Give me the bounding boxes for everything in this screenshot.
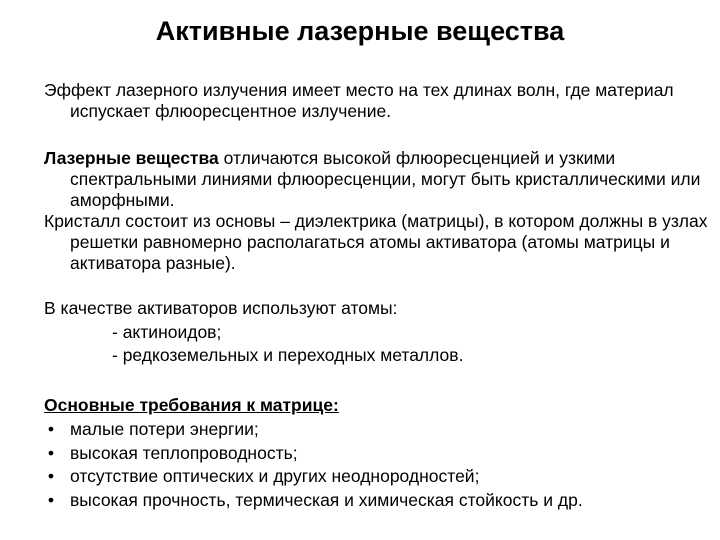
list-item <box>44 418 583 442</box>
bullet-icon: • <box>47 489 55 510</box>
paragraph-laser-effect: Эффект лазерного излучения имеет место на тех длинах волн, где материал испускает флюоресцентное излучение. <box>44 80 674 121</box>
laser-substances-term: Лазерные вещества <box>44 148 219 168</box>
list-item <box>44 489 583 513</box>
paragraph-crystal: Кристалл состоит из основы – диэлектрика (матрицы), в котором должны в узлах решетки равномерно располагаться атомы активатора (атомы матрицы и активатора разные). <box>44 211 708 273</box>
list-item-text: отсутствие оптических и других неоднородностей; <box>70 466 480 486</box>
requirements-list <box>44 418 583 512</box>
list-item-text: высокая прочность, термическая и химическая стойкость и др. <box>70 489 583 510</box>
page-title: Активные лазерные вещества <box>155 16 565 46</box>
paragraph-laser-substances <box>44 148 720 211</box>
bullet-icon: • <box>47 442 55 463</box>
activator-item-actinides: - актиноидов; <box>112 322 222 342</box>
bullet-icon: • <box>47 419 55 439</box>
requirements-heading: Основные требования к матрице: <box>44 395 339 415</box>
laser-substances-description: отличаются высокой флюоресценцией и узкими спектральными линиями флюоресценции, могут быть кристаллическими или аморфными. <box>70 148 701 210</box>
activator-item-rare-earth: - редкоземельных и переходных металлов. <box>112 345 464 365</box>
list-item-text: малые потери энергии; <box>70 419 259 439</box>
list-item <box>44 465 583 489</box>
list-item <box>44 442 583 466</box>
paragraph-activators: В качестве активаторов используют атомы: <box>44 298 398 318</box>
list-item-text: высокая теплопроводность; <box>70 442 298 463</box>
bullet-icon: • <box>47 466 55 486</box>
